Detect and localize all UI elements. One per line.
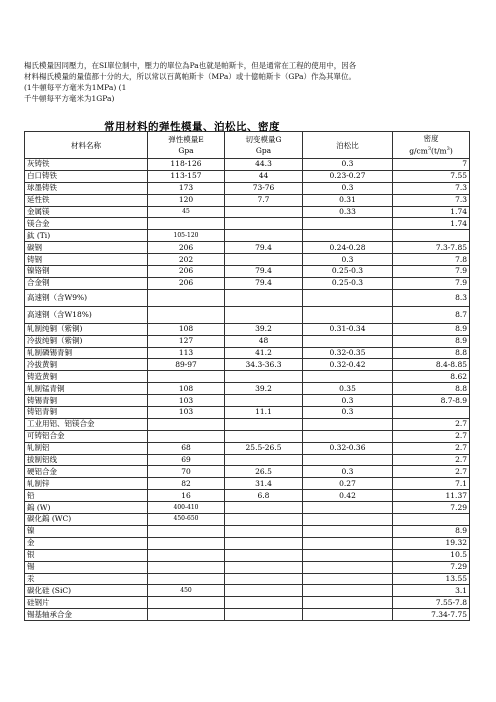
material-name-cell: 金属镁 (25, 206, 148, 218)
shear-modulus-cell (225, 430, 303, 442)
material-name-cell: 金 (25, 537, 148, 549)
shear-modulus-cell (225, 537, 303, 549)
shear-modulus-cell (225, 371, 303, 383)
poisson-ratio-cell (303, 573, 393, 585)
elastic-modulus-cell: 68 (148, 442, 225, 454)
elastic-modulus-cell: 206 (148, 266, 225, 278)
shear-modulus-cell: 48 (225, 335, 303, 347)
table-row (25, 537, 470, 549)
poisson-ratio-cell (303, 371, 393, 383)
table-row (25, 585, 470, 597)
table-row (25, 478, 470, 490)
density-cell (393, 230, 470, 242)
material-name-cell: 工业用铝、铝镁合金 (25, 418, 148, 430)
poisson-ratio-cell: 0.3 (303, 407, 393, 419)
poisson-ratio-cell (303, 561, 393, 573)
density-cell: 7.1 (393, 478, 470, 490)
material-name-cell: 拔制铝线 (25, 454, 148, 466)
density-cell: 7.3 (393, 194, 470, 206)
table-row (25, 159, 470, 171)
elastic-modulus-cell: 127 (148, 335, 225, 347)
material-name-cell: 铸锡青铜 (25, 395, 148, 407)
density-cell: 13.55 (393, 573, 470, 585)
poisson-ratio-cell (303, 549, 393, 561)
poisson-ratio-cell: 0.35 (303, 383, 393, 395)
poisson-ratio-cell: 0.3 (303, 395, 393, 407)
material-name-cell: 高速钢（含W9%) (25, 289, 148, 306)
elastic-modulus-cell (148, 418, 225, 430)
elastic-modulus-cell: 173 (148, 182, 225, 194)
table-row (25, 502, 470, 514)
poisson-ratio-cell (303, 537, 393, 549)
table-row (25, 442, 470, 454)
poisson-ratio-cell (303, 306, 393, 323)
elastic-modulus-cell (148, 306, 225, 323)
density-cell: 11.37 (393, 490, 470, 502)
table-row (25, 549, 470, 561)
density-cell: 7.55 (393, 170, 470, 182)
material-name-cell: 铅 (25, 490, 148, 502)
elastic-modulus-cell (148, 561, 225, 573)
poisson-ratio-cell: 0.32-0.42 (303, 359, 393, 371)
table-row (25, 182, 470, 194)
elastic-modulus-cell: 206 (148, 242, 225, 254)
table-row (25, 525, 470, 537)
poisson-ratio-cell (303, 454, 393, 466)
poisson-ratio-cell: 0.24-0.28 (303, 242, 393, 254)
shear-modulus-cell: 34.3-36.3 (225, 359, 303, 371)
poisson-ratio-cell: 0.32-0.36 (303, 442, 393, 454)
shear-modulus-cell (225, 609, 303, 621)
header-material-name (25, 132, 148, 159)
elastic-modulus-cell: 113-157 (148, 170, 225, 182)
header-shear-modulus-unit: Gpa (255, 146, 272, 155)
material-name-cell: 碳钢 (25, 242, 148, 254)
elastic-modulus-cell: 45 (148, 206, 225, 218)
table-row (25, 561, 470, 573)
table-row (25, 418, 470, 430)
material-name-cell: 硬铝合金 (25, 466, 148, 478)
header-density-label: 密度 (423, 134, 439, 144)
poisson-ratio-cell: 0.23-0.27 (303, 170, 393, 182)
shear-modulus-cell (225, 561, 303, 573)
table-row (25, 609, 470, 621)
table-row (25, 335, 470, 347)
poisson-ratio-cell: 0.25-0.3 (303, 277, 393, 289)
shear-modulus-cell (225, 395, 303, 407)
shear-modulus-cell: 11.1 (225, 407, 303, 419)
header-poisson-ratio (303, 132, 393, 159)
header-density (393, 132, 470, 159)
poisson-ratio-cell (303, 230, 393, 242)
poisson-ratio-cell (303, 597, 393, 609)
shear-modulus-cell: 79.4 (225, 277, 303, 289)
table-row (25, 466, 470, 478)
material-name-cell: 铸铝青铜 (25, 407, 148, 419)
material-name-cell: 汞 (25, 573, 148, 585)
poisson-ratio-cell (303, 585, 393, 597)
shear-modulus-cell (225, 454, 303, 466)
table-body (25, 159, 470, 621)
elastic-modulus-cell (148, 289, 225, 306)
density-cell: 8.4-8.85 (393, 359, 470, 371)
elastic-modulus-cell (148, 525, 225, 537)
material-name-cell: 碳化硅 (SiC) (25, 585, 148, 597)
poisson-ratio-cell (303, 609, 393, 621)
shear-modulus-cell (225, 585, 303, 597)
elastic-modulus-cell (148, 573, 225, 585)
shear-modulus-cell: 79.4 (225, 242, 303, 254)
density-cell: 7.9 (393, 277, 470, 289)
density-cell: 8.8 (393, 347, 470, 359)
density-cell: 19.32 (393, 537, 470, 549)
elastic-modulus-cell (148, 549, 225, 561)
table-row (25, 218, 470, 230)
table-row (25, 254, 470, 266)
density-cell: 8.9 (393, 335, 470, 347)
material-name-cell: 镍 (25, 525, 148, 537)
poisson-ratio-cell (303, 502, 393, 514)
table-row (25, 454, 470, 466)
header-poisson-ratio-label: 泊松比 (336, 140, 359, 150)
elastic-modulus-cell (148, 371, 225, 383)
density-cell: 7 (393, 159, 470, 171)
shear-modulus-cell (225, 230, 303, 242)
table-row (25, 395, 470, 407)
elastic-modulus-cell: 120 (148, 194, 225, 206)
density-cell: 8.9 (393, 525, 470, 537)
table-row (25, 347, 470, 359)
poisson-ratio-cell: 0.27 (303, 478, 393, 490)
material-name-cell: 轧制纯铜（紫铜) (25, 323, 148, 335)
shear-modulus-cell (225, 254, 303, 266)
shear-modulus-cell: 39.2 (225, 323, 303, 335)
intro-line-4: 千牛頓每平方毫米为1GPa) (24, 94, 115, 103)
poisson-ratio-cell: 0.31 (303, 194, 393, 206)
elastic-modulus-cell: 400-410 (148, 502, 225, 514)
density-cell: 7.34-7.75 (393, 609, 470, 621)
shear-modulus-cell: 31.4 (225, 478, 303, 490)
shear-modulus-cell: 6.8 (225, 490, 303, 502)
density-cell: 7.9 (393, 266, 470, 278)
material-name-cell: 可铸铝合金 (25, 430, 148, 442)
shear-modulus-cell (225, 289, 303, 306)
header-material-name-label: 材料名称 (71, 140, 101, 150)
poisson-ratio-cell: 0.42 (303, 490, 393, 502)
poisson-ratio-cell (303, 514, 393, 526)
density-cell: 8.9 (393, 323, 470, 335)
material-name-cell: 鎢 (W) (25, 502, 148, 514)
shear-modulus-cell (225, 549, 303, 561)
poisson-ratio-cell: 0.33 (303, 206, 393, 218)
poisson-ratio-cell: 0.3 (303, 182, 393, 194)
density-cell: 7.29 (393, 561, 470, 573)
elastic-modulus-cell: 450-650 (148, 514, 225, 526)
material-name-cell: 冷拔黄铜 (25, 359, 148, 371)
shear-modulus-cell: 44.3 (225, 159, 303, 171)
table-row (25, 597, 470, 609)
density-cell (393, 514, 470, 526)
elastic-modulus-cell: 108 (148, 383, 225, 395)
elastic-modulus-cell: 108 (148, 323, 225, 335)
table-row (25, 573, 470, 585)
table-row (25, 371, 470, 383)
header-elastic-modulus-label: 弹性模量E (168, 135, 204, 144)
material-name-cell: 铸造黄铜 (25, 371, 148, 383)
elastic-modulus-cell: 69 (148, 454, 225, 466)
density-cell: 2.7 (393, 454, 470, 466)
table-row (25, 194, 470, 206)
density-cell: 8.7-8.9 (393, 395, 470, 407)
elastic-modulus-cell: 103 (148, 407, 225, 419)
shear-modulus-cell (225, 514, 303, 526)
density-cell: 2.7 (393, 442, 470, 454)
density-cell: 3.1 (393, 585, 470, 597)
elastic-modulus-cell: 70 (148, 466, 225, 478)
table-row (25, 430, 470, 442)
table-row (25, 383, 470, 395)
shear-modulus-cell (225, 306, 303, 323)
material-name-cell: 锡基轴承合金 (25, 609, 148, 621)
material-name-cell: 锡 (25, 561, 148, 573)
intro-line-3: (1牛頓每平方毫米为1MPa) (1 (24, 83, 127, 92)
material-name-cell: 轧制磷锡青铜 (25, 347, 148, 359)
shear-modulus-cell: 25.5-26.5 (225, 442, 303, 454)
poisson-ratio-cell: 0.25-0.3 (303, 266, 393, 278)
header-elastic-modulus (148, 132, 225, 159)
poisson-ratio-cell: 0.31-0.34 (303, 323, 393, 335)
material-name-cell: 延性铁 (25, 194, 148, 206)
shear-modulus-cell (225, 597, 303, 609)
elastic-modulus-cell: 118-126 (148, 159, 225, 171)
material-name-cell: 轧制锌 (25, 478, 148, 490)
header-elastic-modulus-unit: Gpa (178, 146, 194, 155)
intro-line-2: 材料楊氏模量的量值都十分的大，所以常以百萬帕斯卡（MPa）或十億帕斯卡（GPa）作為其單位。 (24, 72, 357, 81)
shear-modulus-cell (225, 206, 303, 218)
material-name-cell: 冷拔纯铜（紫铜) (25, 335, 148, 347)
density-cell: 7.29 (393, 502, 470, 514)
material-name-cell: 轧制锰青铜 (25, 383, 148, 395)
elastic-modulus-cell: 113 (148, 347, 225, 359)
density-cell: 8.62 (393, 371, 470, 383)
elastic-modulus-cell: 82 (148, 478, 225, 490)
table-title: 常用材料的弹性模量、泊松比、密度 (104, 121, 280, 133)
shear-modulus-cell: 7.7 (225, 194, 303, 206)
table-row (25, 266, 470, 278)
material-name-cell: 碳化鎢 (WC) (25, 514, 148, 526)
material-name-cell: 硅钢片 (25, 597, 148, 609)
table-header-row (25, 132, 470, 159)
density-cell: 8.3 (393, 289, 470, 306)
elastic-modulus-cell (148, 609, 225, 621)
poisson-ratio-cell (303, 289, 393, 306)
poisson-ratio-cell (303, 525, 393, 537)
table-row (25, 407, 470, 419)
poisson-ratio-cell: 0.3 (303, 254, 393, 266)
elastic-modulus-cell (148, 218, 225, 230)
material-name-cell: 鈦 (Ti) (25, 230, 148, 242)
material-name-cell: 合金钢 (25, 277, 148, 289)
shear-modulus-cell (225, 573, 303, 585)
shear-modulus-cell: 79.4 (225, 266, 303, 278)
poisson-ratio-cell: 0.3 (303, 466, 393, 478)
elastic-modulus-cell: 16 (148, 490, 225, 502)
table-row (25, 242, 470, 254)
density-cell: 7.3 (393, 182, 470, 194)
table-row (25, 490, 470, 502)
elastic-modulus-cell: 105-120 (148, 230, 225, 242)
intro-text (24, 60, 474, 104)
material-name-cell: 白口铸铁 (25, 170, 148, 182)
density-cell (393, 407, 470, 419)
header-shear-modulus-label: 切变模量G (245, 135, 282, 144)
table-row (25, 230, 470, 242)
elastic-modulus-cell (148, 537, 225, 549)
density-cell: 7.3-7.85 (393, 242, 470, 254)
poisson-ratio-cell (303, 218, 393, 230)
shear-modulus-cell: 41.2 (225, 347, 303, 359)
density-cell: 8.8 (393, 383, 470, 395)
material-name-cell: 镍铬钢 (25, 266, 148, 278)
shear-modulus-cell: 44 (225, 170, 303, 182)
density-cell: 7.8 (393, 254, 470, 266)
shear-modulus-cell (225, 502, 303, 514)
intro-line-1: 楊氏模量因同壓力，在SI單位制中，壓力的單位為Pa也就是帕斯卡，但是通常在工程的使用中，因各 (24, 61, 357, 70)
elastic-modulus-cell: 450 (148, 585, 225, 597)
density-cell: 1.74 (393, 218, 470, 230)
material-name-cell: 铸钢 (25, 254, 148, 266)
shear-modulus-cell: 26.5 (225, 466, 303, 478)
poisson-ratio-cell: 0.3 (303, 159, 393, 171)
density-cell: 1.74 (393, 206, 470, 218)
density-cell: 2.7 (393, 466, 470, 478)
material-name-cell: 球墨铸铁 (25, 182, 148, 194)
elastic-modulus-cell: 89-97 (148, 359, 225, 371)
shear-modulus-cell: 39.2 (225, 383, 303, 395)
elastic-modulus-cell (148, 430, 225, 442)
header-density-unit: $g/cm^3(t/m^3)$ (409, 146, 453, 156)
density-cell: 10.5 (393, 549, 470, 561)
density-cell: 2.7 (393, 418, 470, 430)
material-name-cell: 高速钢（含W18%) (25, 306, 148, 323)
material-name-cell: 灰铸铁 (25, 159, 148, 171)
materials-table (24, 131, 470, 621)
poisson-ratio-cell: 0.32-0.35 (303, 347, 393, 359)
table-row (25, 514, 470, 526)
table-row (25, 289, 470, 306)
density-cell: 2.7 (393, 430, 470, 442)
elastic-modulus-cell: 202 (148, 254, 225, 266)
poisson-ratio-cell (303, 430, 393, 442)
elastic-modulus-cell: 103 (148, 395, 225, 407)
table-row (25, 170, 470, 182)
elastic-modulus-cell (148, 597, 225, 609)
material-name-cell: 银 (25, 549, 148, 561)
header-shear-modulus (225, 132, 303, 159)
material-name-cell: 镁合金 (25, 218, 148, 230)
table-row (25, 277, 470, 289)
shear-modulus-cell: 73-76 (225, 182, 303, 194)
density-cell: 8.7 (393, 306, 470, 323)
poisson-ratio-cell (303, 335, 393, 347)
table-row (25, 306, 470, 323)
material-name-cell: 轧制铝 (25, 442, 148, 454)
table-row (25, 323, 470, 335)
shear-modulus-cell (225, 418, 303, 430)
density-cell: 7.55-7.8 (393, 597, 470, 609)
table-row (25, 206, 470, 218)
poisson-ratio-cell (303, 418, 393, 430)
elastic-modulus-cell: 206 (148, 277, 225, 289)
shear-modulus-cell (225, 218, 303, 230)
table-row (25, 359, 470, 371)
shear-modulus-cell (225, 525, 303, 537)
